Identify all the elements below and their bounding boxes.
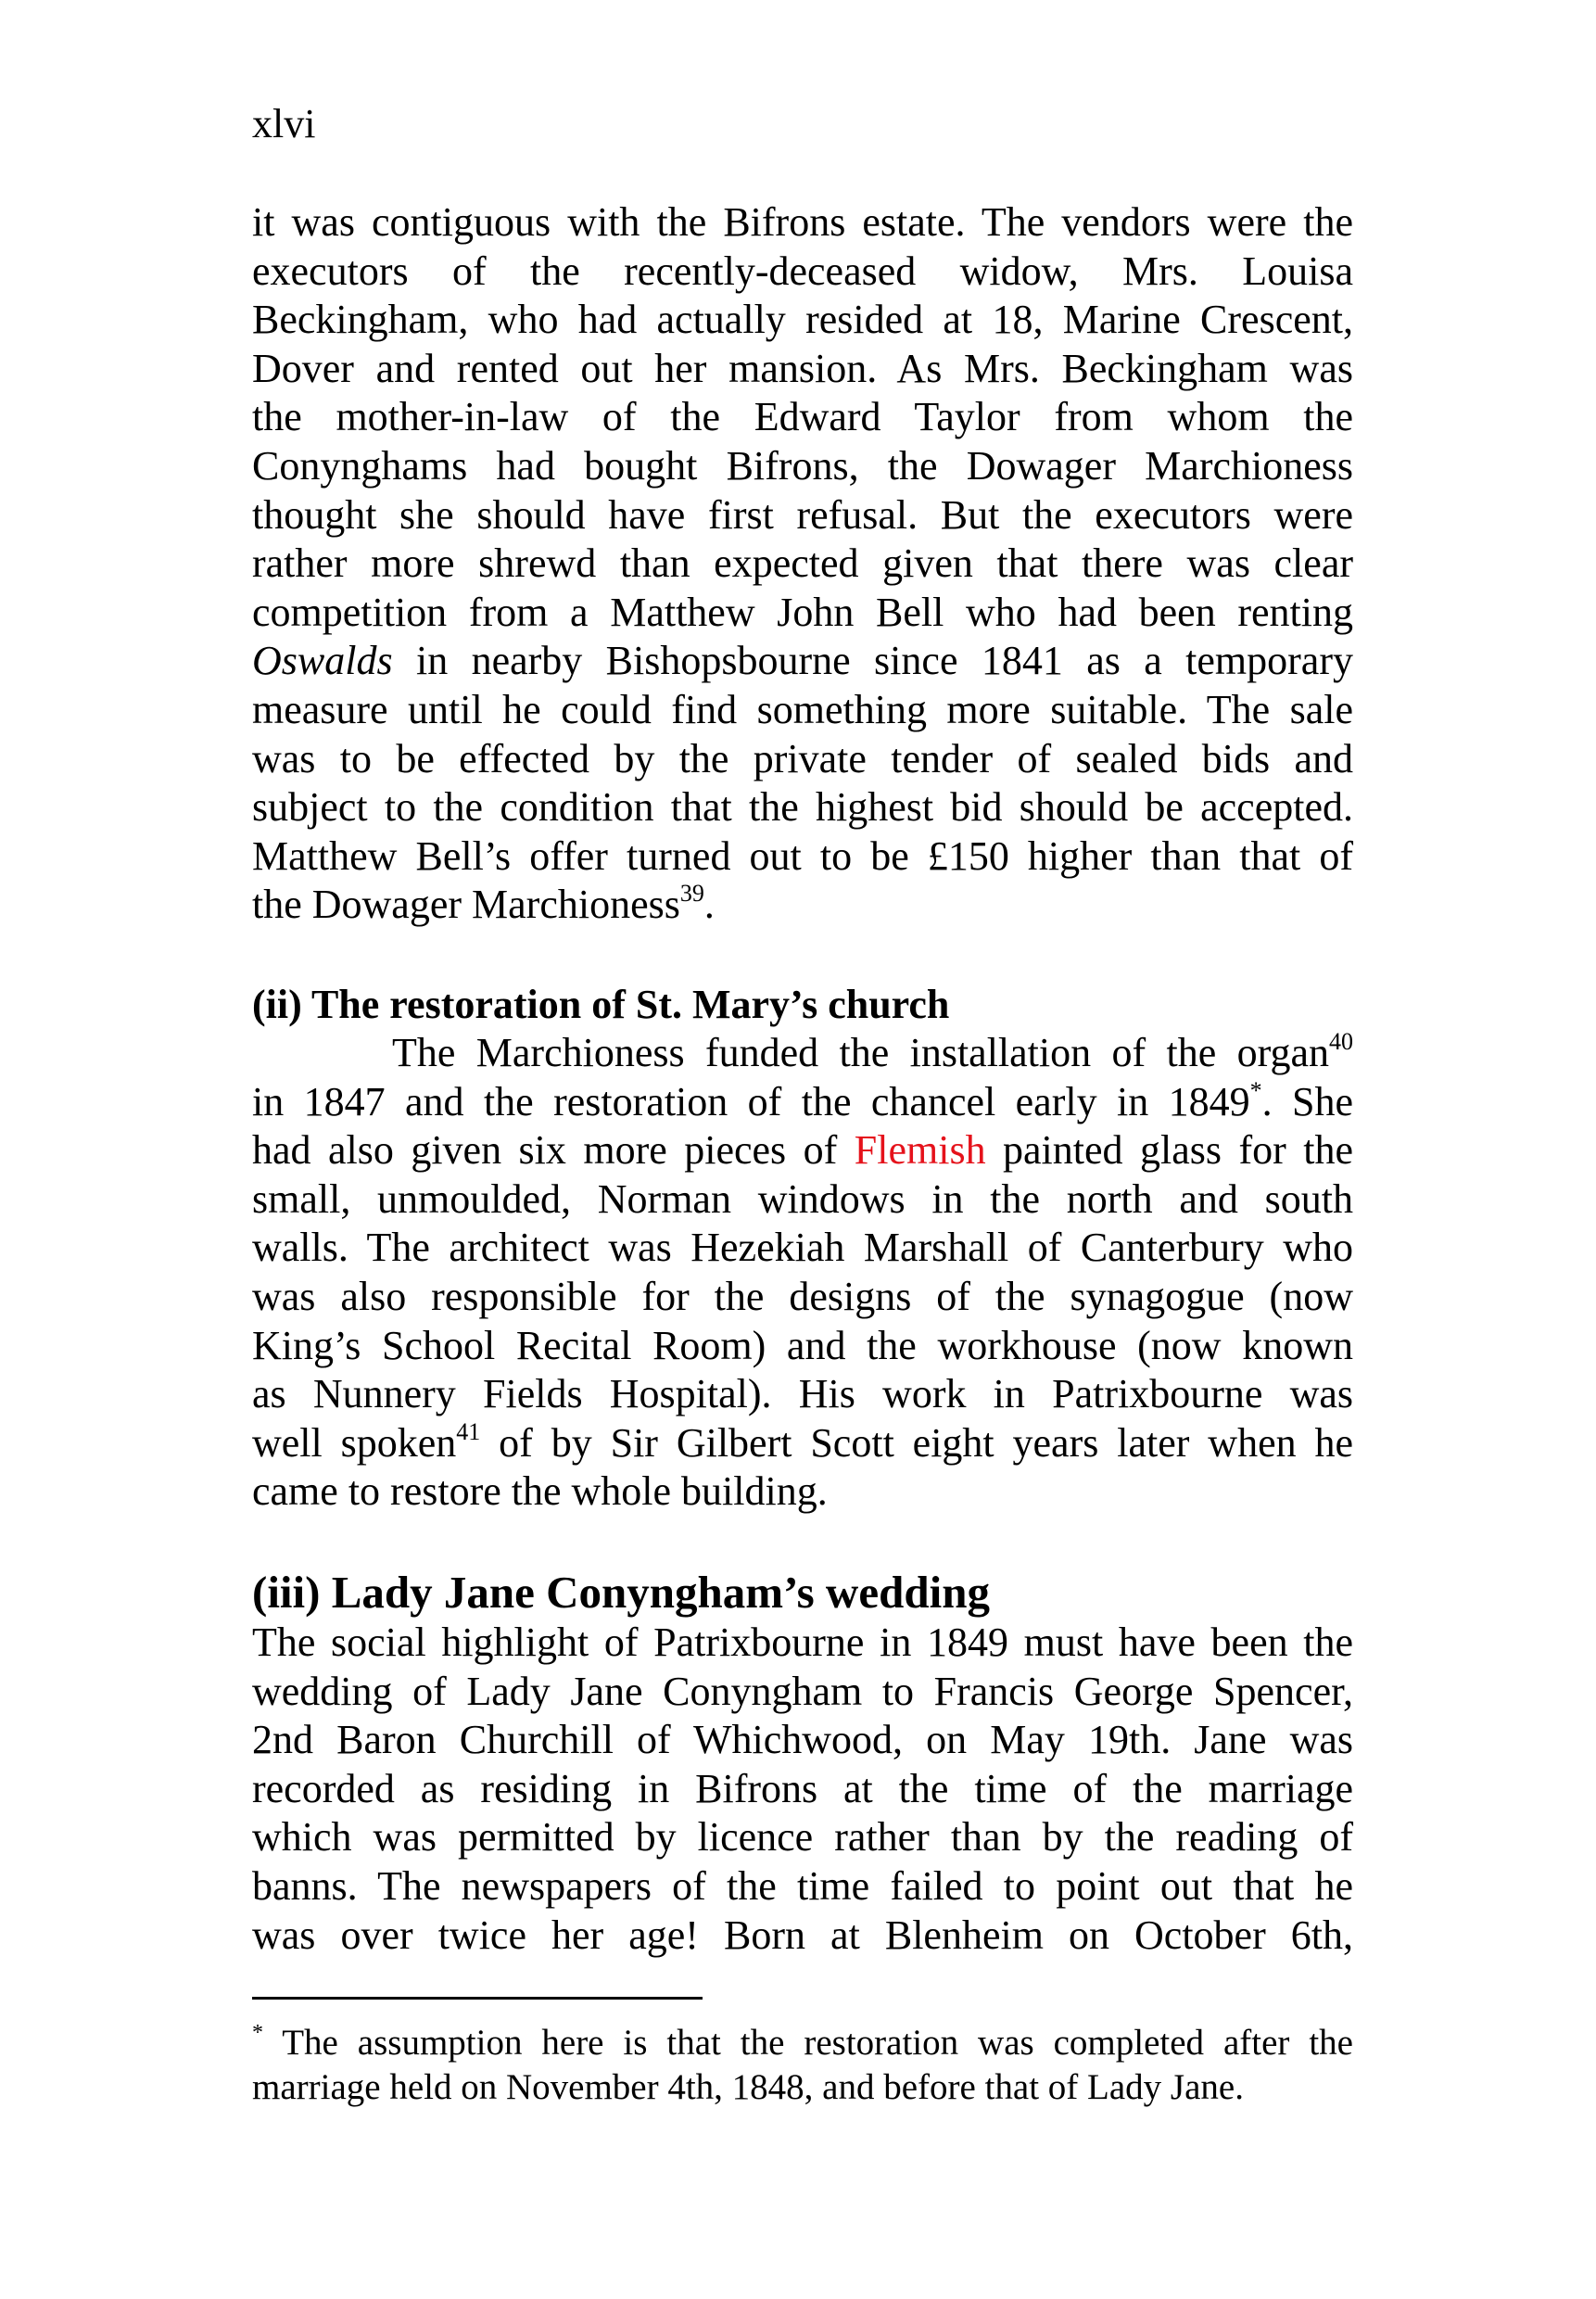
footnote-separator	[252, 1997, 703, 2000]
paragraph-line: measure until he could find something more suitable. The sale	[252, 686, 1353, 732]
paragraph-line	[252, 637, 1353, 686]
paragraph-line: was over twice her age! Born at Blenheim on October 6th,	[252, 1912, 1353, 1958]
section-ii-heading: (ii) The restoration of St. Mary’s church	[252, 982, 950, 1027]
line-text: of by Sir Gilbert Scott eight years later when he	[480, 1419, 1354, 1466]
paragraph-line: walls. The architect was Hezekiah Marshall of Canterbury who	[252, 1225, 1353, 1271]
footnote-line	[252, 2021, 1353, 2065]
paragraph-line: Conynghams had bought Bifrons, the Dowager Marchioness	[252, 442, 1353, 489]
paragraph-line: it was contiguous with the Bifrons estate. The vendors were the	[252, 199, 1353, 245]
paragraph-line: came to restore the whole building.	[252, 1468, 828, 1515]
paragraph-line: the mother-in-law of the Edward Taylor from whom the	[252, 394, 1353, 440]
section-iii-heading: (iii) Lady Jane Conyngham’s wedding	[252, 1567, 990, 1618]
paragraph-line: small, unmoulded, Norman windows in the north and south	[252, 1175, 1353, 1222]
footnote-ref-41[interactable]: 41	[456, 1417, 481, 1445]
line-text: in 1847 and the restoration of the chancel early in 1849	[252, 1078, 1250, 1124]
footnote-ref-asterisk[interactable]: *	[1249, 1076, 1262, 1104]
section-ii-paragraph	[252, 1029, 1353, 1517]
paragraph-line: as Nunnery Fields Hospital). His work in Patrixbourne was	[252, 1371, 1353, 1417]
section-i-paragraph	[252, 198, 1353, 930]
italic-place-name: Oswalds	[252, 638, 393, 684]
paragraph-line: which was permitted by licence rather than by the reading of	[252, 1814, 1353, 1861]
highlighted-word: Flemish	[854, 1127, 986, 1174]
paragraph-line: banns. The newspapers of the time failed to point out that he	[252, 1862, 1353, 1909]
paragraph-line: subject to the condition that the highest bid should be accepted.	[252, 784, 1353, 831]
paragraph-line: was also responsible for the designs of the synagogue (now	[252, 1273, 1353, 1319]
paragraph-line: thought she should have first refusal. But the executors were	[252, 491, 1353, 538]
line-text: . She	[1261, 1078, 1354, 1124]
footnote-mark: *	[252, 2021, 263, 2045]
line-text: in nearby Bishopsbourne since 1841 as a temporary	[392, 638, 1353, 684]
punctuation: .	[703, 882, 715, 928]
line-text: well spoken	[252, 1419, 457, 1466]
footnote-text: The assumption here is that the restoration was completed after the	[263, 2023, 1353, 2063]
paragraph-line: King’s School Recital Room) and the workhouse (now known	[252, 1322, 1353, 1368]
paragraph-line: competition from a Matthew John Bell who had been renting	[252, 589, 1353, 635]
footnote	[252, 2021, 1353, 2110]
paragraph-line: rather more shrewd than expected given that there was clear	[252, 540, 1353, 587]
footnote-ref-40[interactable]: 40	[1329, 1028, 1353, 1055]
footnote-ref-39[interactable]: 39	[679, 880, 704, 908]
line-text: The Marchioness funded the installation of the organ	[392, 1030, 1329, 1075]
paragraph-line: was to be effected by the private tender of sealed bids and	[252, 735, 1353, 781]
paragraph-line: executors of the recently-deceased widow, Mrs. Louisa	[252, 248, 1353, 294]
paragraph-line: wedding of Lady Jane Conyngham to Francis George Spencer,	[252, 1668, 1353, 1714]
line-text: painted glass for the	[985, 1127, 1353, 1174]
paragraph-line	[252, 1029, 1353, 1078]
paragraph-line	[252, 1419, 1353, 1468]
paragraph-line: Beckingham, who had actually resided at 18, Marine Crescent,	[252, 297, 1353, 343]
paragraph-line	[252, 1126, 1353, 1175]
paragraph-line	[252, 881, 1353, 930]
paragraph-line: 2nd Baron Churchill of Whichwood, on May 19th. Jane was	[252, 1717, 1353, 1763]
footnote-line: marriage held on November 4th, 1848, and before that of Lady Jane.	[252, 2067, 1244, 2107]
section-iii-paragraph	[252, 1619, 1353, 1960]
paragraph-line: recorded as residing in Bifrons at the time of the marriage	[252, 1765, 1353, 1811]
page-number: xlvi	[252, 101, 316, 146]
paragraph-line: Matthew Bell’s offer turned out to be £150 higher than that of	[252, 832, 1353, 879]
paragraph-line: The social highlight of Patrixbourne in 1849 must have been the	[252, 1619, 1353, 1665]
line-text: had also given six more pieces of	[252, 1127, 855, 1174]
line-text: the Dowager Marchioness	[252, 882, 680, 928]
paragraph-line: Dover and rented out her mansion. As Mrs. Beckingham was	[252, 345, 1353, 391]
paragraph-line	[252, 1078, 1353, 1127]
